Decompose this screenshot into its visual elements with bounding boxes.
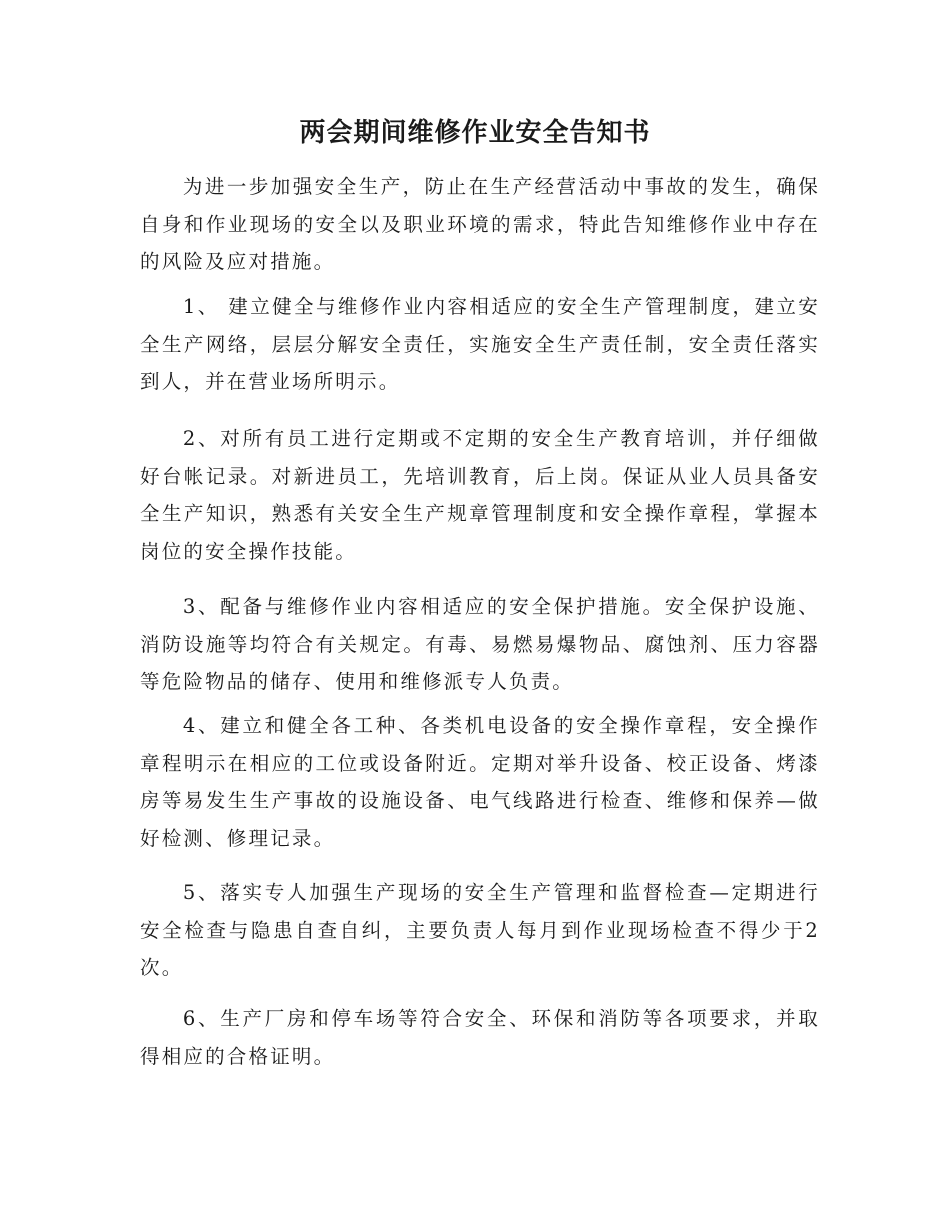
clause-4-paragraph: 4、建立和健全各工种、各类机电设备的安全操作章程，安全操作章程明示在相应的工位或设备附近。定期对举升设备、校正设备、烤漆房等易发生生产事故的设施设备、电气线路进行检查、维修和保养—做好检测、修理记录。	[140, 714, 820, 850]
clause-6-paragraph: 6、生产厂房和停车场等符合安全、环保和消防等各项要求，并取得相应的合格证明。	[140, 1007, 820, 1068]
clause-1-paragraph: 1、 建立健全与维修作业内容相适应的安全生产管理制度，建立安全生产网络，层层分解安全责任，实施安全生产责任制，安全责任落实到人，并在营业场所明示。	[140, 295, 820, 393]
clause-2-paragraph: 2、对所有员工进行定期或不定期的安全生产教育培训，并仔细做好台帐记录。对新进员工，先培训教育，后上岗。保证从业人员具备安全生产知识，熟悉有关安全生产规章管理制度和安全操作章程，掌握本岗位的安全操作技能。	[140, 427, 820, 563]
document-title: 两会期间维修作业安全告知书	[299, 118, 651, 148]
intro-paragraph: 为进一步加强安全生产，防止在生产经营活动中事故的发生，确保自身和作业现场的安全以及职业环境的需求，特此告知维修作业中存在的风险及应对措施。	[140, 175, 820, 273]
clause-5-paragraph: 5、落实专人加强生产现场的安全生产管理和监督检查—定期进行安全检查与隐患自查自纠，主要负责人每月到作业现场检查不得少于2次。	[140, 881, 820, 979]
clause-3-paragraph: 3、配备与维修作业内容相适应的安全保护措施。安全保护设施、消防设施等均符合有关规定。有毒、易燃易爆物品、腐蚀剂、压力容器等危险物品的储存、使用和维修派专人负责。	[140, 595, 820, 693]
